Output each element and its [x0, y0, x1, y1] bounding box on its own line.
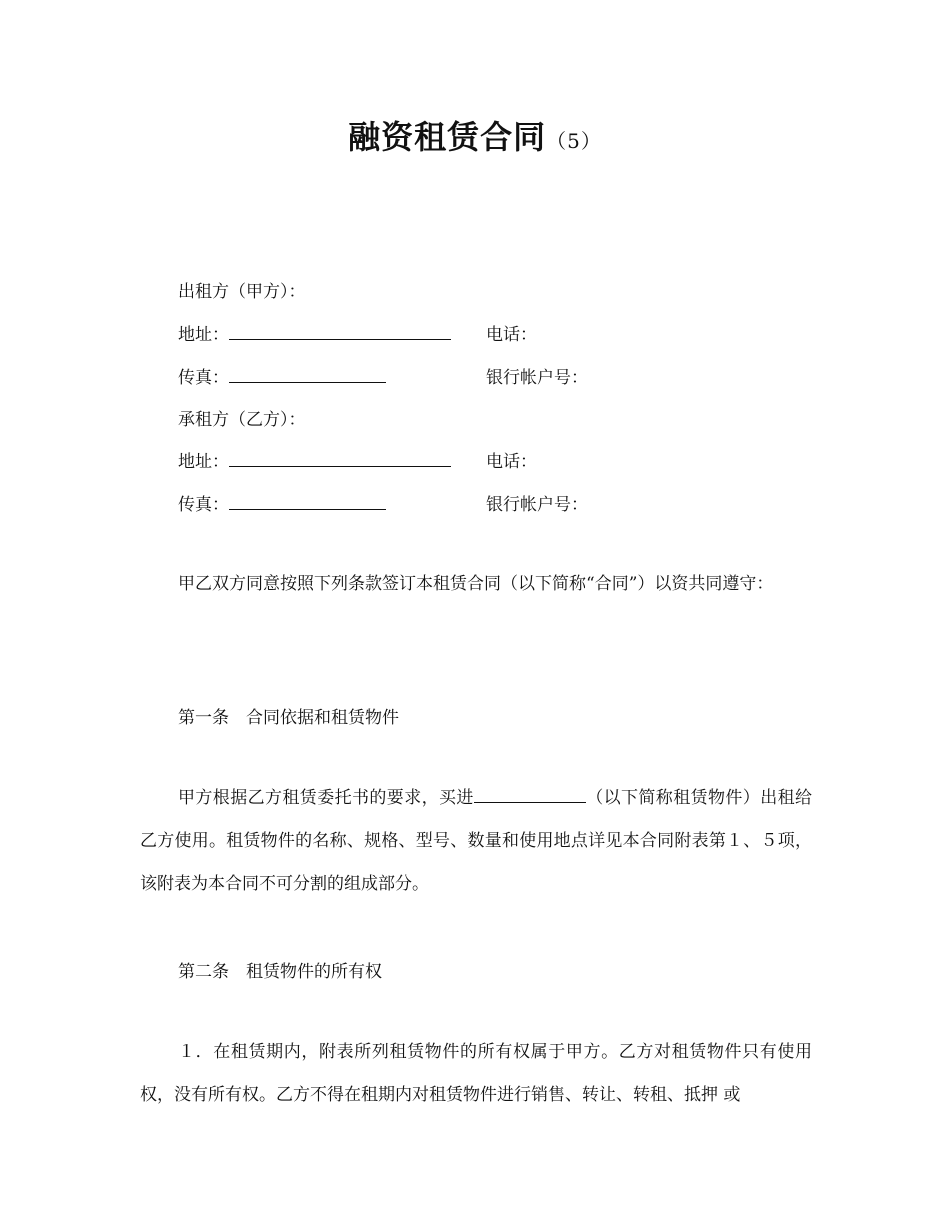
- lessee-fax-label: 传真：: [178, 495, 229, 515]
- lessor-bank-label: 银行帐户号：: [486, 368, 588, 388]
- lessor-address-row: [178, 320, 451, 345]
- article1-heading: 第一条 合同依据和租赁物件: [178, 708, 399, 728]
- document-title: [0, 112, 950, 158]
- title-main: 融资租赁合同: [348, 118, 547, 156]
- lessor-phone-label: 电话：: [486, 325, 537, 345]
- intro-paragraph: 甲乙双方同意按照下列条款签订本租赁合同（以下简称“合同”）以资共同遵守：: [178, 574, 774, 594]
- lessee-address-blank[interactable]: [229, 452, 451, 467]
- article1-text-before: 甲方根据乙方租赁委托书的要求，买进: [178, 788, 474, 808]
- article2-clause1: １．在租赁期内，附表所列租赁物件的所有权属于甲方。乙方对租赁物件只有使用权，没有所有权。乙方不得在租期内对租赁物件进行销售、转让、转租、抵押 或: [140, 1042, 812, 1105]
- lessor-address-blank[interactable]: [229, 325, 451, 340]
- title-suffix: （5）: [546, 129, 602, 153]
- lessor-fax-label: 传真：: [178, 368, 229, 388]
- article1-paragraph: [140, 777, 812, 906]
- lessee-bank-label: 银行帐户号：: [486, 495, 588, 515]
- lessee-address-row: [178, 447, 451, 472]
- article2-heading: 第二条 租赁物件的所有权: [178, 962, 382, 982]
- lessee-phone-label: 电话：: [486, 452, 537, 472]
- lessee-heading: 承租方（乙方）：: [178, 410, 306, 430]
- article1-item-blank[interactable]: [474, 788, 586, 803]
- lessor-fax-blank[interactable]: [229, 368, 386, 383]
- lessee-address-label: 地址：: [178, 452, 229, 472]
- lessee-fax-row: [178, 490, 386, 515]
- lessor-address-label: 地址：: [178, 325, 229, 345]
- lessor-heading: 出租方（甲方）：: [178, 282, 306, 302]
- lessor-fax-row: [178, 363, 386, 388]
- article1-text-after: （以下简称租赁物件）出租给 乙方使用。租赁物件的名称、规格、型号、数量和使用地点详见本合同附表第１、５项，该附表为本合同不可分割的组成部分。: [140, 788, 813, 894]
- lessee-fax-blank[interactable]: [229, 495, 386, 510]
